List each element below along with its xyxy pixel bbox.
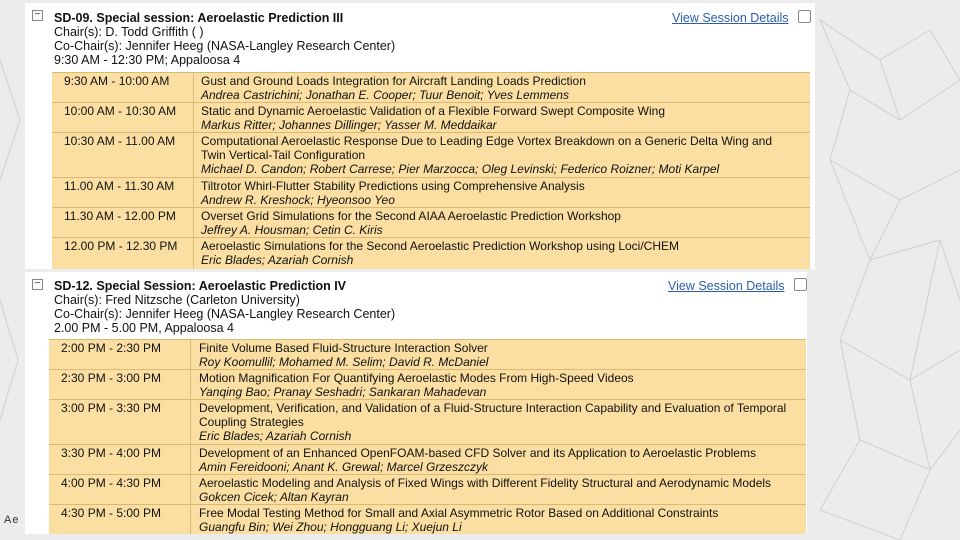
paper-time: 11.30 AM - 12.00 PM <box>64 209 176 223</box>
paper-row <box>49 444 806 475</box>
session-time-location: 2.00 PM - 5.00 PM, Appaloosa 4 <box>54 321 234 335</box>
paper-title[interactable]: Development of an Enhanced OpenFOAM-based CFD Solver and its Application to Aeroelastic Problems <box>199 446 756 460</box>
paper-row <box>49 369 806 400</box>
paper-time: 3:30 PM - 4:00 PM <box>61 446 162 460</box>
paper-row <box>52 207 810 238</box>
paper-time: 9:30 AM - 10:00 AM <box>64 74 170 88</box>
paper-row <box>49 339 806 370</box>
paper-title[interactable]: Gust and Ground Loads Integration for Aircraft Landing Loads Prediction <box>201 74 586 88</box>
session-chair: Chair(s): Fred Nitzsche (Carleton University) <box>54 293 300 307</box>
paper-title-continued[interactable]: Coupling Strategies <box>199 415 304 429</box>
paper-title[interactable]: Overset Grid Simulations for the Second AIAA Aeroelastic Prediction Workshop <box>201 209 621 223</box>
paper-title[interactable]: Static and Dynamic Aeroelastic Validation of a Flexible Forward Swept Composite Wing <box>201 104 665 118</box>
paper-row <box>52 177 810 208</box>
session-select-checkbox[interactable] <box>794 278 807 291</box>
paper-title-continued[interactable]: Twin Vertical-Tail Configuration <box>201 148 366 162</box>
paper-time: 4:00 PM - 4:30 PM <box>61 476 162 490</box>
paper-title[interactable]: Free Modal Testing Method for Small and Axial Asymmetric Rotor Based on Additional Constraints <box>199 506 719 520</box>
paper-row <box>52 102 810 133</box>
session-cochair: Co-Chair(s): Jennifer Heeg (NASA-Langley Research Center) <box>54 307 396 321</box>
session-panel-sd09 <box>25 3 815 269</box>
paper-authors: Markus Ritter; Johannes Dillinger; Yasser M. Meddaikar <box>201 118 497 132</box>
view-session-details-link[interactable]: View Session Details <box>668 279 785 293</box>
paper-row <box>49 504 806 535</box>
paper-title[interactable]: Computational Aeroelastic Response Due to Leading Edge Vortex Breakdown on a Generic Delta Wing and <box>201 134 773 148</box>
session-chair: Chair(s): D. Todd Griffith ( ) <box>54 25 204 39</box>
paper-authors: Roy Koomullil; Mohamed M. Selim; David R. McDaniel <box>199 355 489 369</box>
paper-time: 4:30 PM - 5:00 PM <box>61 506 162 520</box>
paper-authors: Eric Blades; Azariah Cornish <box>201 253 354 267</box>
paper-title[interactable]: Finite Volume Based Fluid-Structure Interaction Solver <box>199 341 488 355</box>
paper-authors: Amin Fereidooni; Anant K. Grewal; Marcel Grzeszczyk <box>199 460 488 474</box>
paper-authors: Jeffrey A. Housman; Cetin C. Kiris <box>201 223 383 237</box>
paper-authors: Michael D. Candon; Robert Carrese; Pier Marzocca; Oleg Levinski; Federico Roizner; Moti Karpel <box>201 162 720 176</box>
paper-row <box>52 237 810 270</box>
paper-title[interactable]: Development, Verification, and Validation of a Fluid-Structure Interaction Capability and Evaluation of Temporal <box>199 401 787 415</box>
session-title: SD-09. Special session: Aeroelastic Prediction III <box>54 11 344 25</box>
paper-row <box>49 399 806 445</box>
session-title: SD-12. Special Session: Aeroelastic Prediction IV <box>54 279 347 293</box>
paper-authors: Eric Blades; Azariah Cornish <box>199 429 352 443</box>
view-session-details-link[interactable]: View Session Details <box>672 11 789 25</box>
paper-table <box>49 339 806 534</box>
paper-time: 10:00 AM - 10:30 AM <box>64 104 177 118</box>
paper-table <box>52 72 810 269</box>
paper-time: 12.00 PM - 12.30 PM <box>64 239 178 253</box>
paper-time: 2:00 PM - 2:30 PM <box>61 341 162 355</box>
collapse-toggle-icon[interactable]: − <box>32 10 43 21</box>
footer-text: Ae <box>4 514 20 526</box>
paper-title[interactable]: Aeroelastic Modeling and Analysis of Fixed Wings with Different Fidelity Structural and Aerodynamic Models <box>199 476 772 490</box>
paper-authors: Yanqing Bao; Pranay Seshadri; Sankaran Mahadevan <box>199 385 487 399</box>
paper-row <box>52 72 810 103</box>
paper-title[interactable]: Motion Magnification For Quantifying Aeroelastic Modes From High-Speed Videos <box>199 371 634 385</box>
session-time-location: 9:30 AM - 12:30 PM; Appaloosa 4 <box>54 53 241 67</box>
paper-authors: Guangfu Bin; Wei Zhou; Hongguang Li; Xuejun Li <box>199 520 462 534</box>
paper-row <box>49 474 806 505</box>
paper-row <box>52 132 810 178</box>
session-select-checkbox[interactable] <box>798 10 811 23</box>
paper-time: 11.00 AM - 11.30 AM <box>64 179 175 193</box>
paper-time: 10:30 AM - 11.00 AM <box>64 134 176 148</box>
paper-title[interactable]: Aeroelastic Simulations for the Second Aeroelastic Prediction Workshop using Loci/CHEM <box>201 239 680 253</box>
paper-authors: Gokcen Cicek; Altan Kayran <box>199 490 349 504</box>
paper-time: 2:30 PM - 3:00 PM <box>61 371 162 385</box>
session-panel-sd12 <box>25 272 807 534</box>
session-cochair: Co-Chair(s): Jennifer Heeg (NASA-Langley Research Center) <box>54 39 396 53</box>
paper-title[interactable]: Tiltrotor Whirl-Flutter Stability Predictions using Comprehensive Analysis <box>201 179 585 193</box>
collapse-toggle-icon[interactable]: − <box>32 279 43 290</box>
paper-authors: Andrea Castrichini; Jonathan E. Cooper; Tuur Benoit; Yves Lemmens <box>201 88 569 102</box>
paper-time: 3:00 PM - 3:30 PM <box>61 401 162 415</box>
paper-authors: Andrew R. Kreshock; Hyeonsoo Yeo <box>201 193 395 207</box>
